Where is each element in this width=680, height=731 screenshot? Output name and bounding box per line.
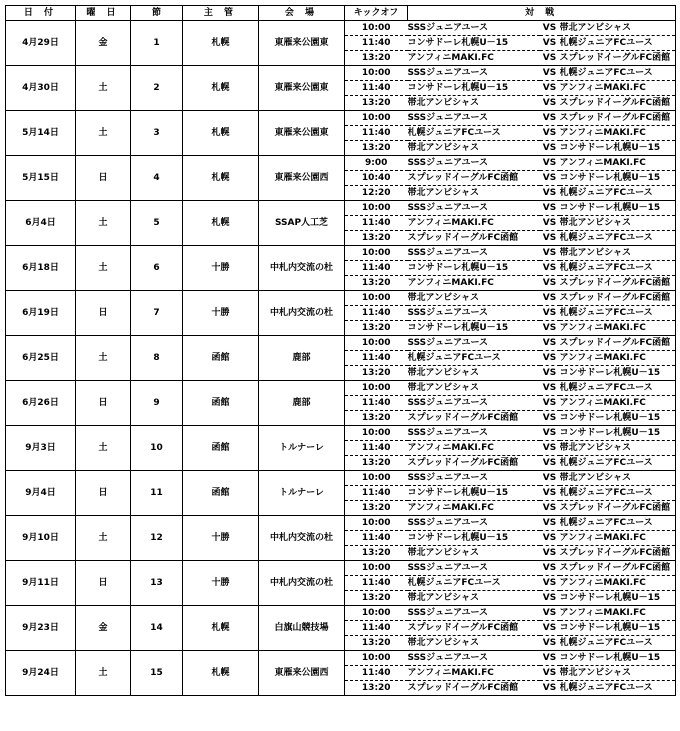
vs-label: VS — [540, 546, 560, 561]
vs-label: VS — [540, 516, 560, 531]
away-team: アンフィニMAKI.FC — [560, 126, 676, 141]
round-date: 6月26日 — [6, 381, 76, 426]
round-day: 土 — [76, 336, 131, 381]
vs-label: VS — [540, 336, 560, 351]
vs-label: VS — [540, 471, 560, 486]
away-team: アンフィニMAKI.FC — [560, 351, 676, 366]
vs-label: VS — [540, 231, 560, 246]
vs-label: VS — [540, 186, 560, 201]
round-venue: 中札内交流の杜 — [259, 561, 345, 606]
match-row — [6, 516, 676, 531]
vs-label: VS — [540, 591, 560, 606]
away-team: 札幌ジュニアFCユース — [560, 231, 676, 246]
match-row — [6, 381, 676, 396]
away-team: 札幌ジュニアFCユース — [560, 516, 676, 531]
vs-label: VS — [540, 126, 560, 141]
round-date: 6月4日 — [6, 201, 76, 246]
kickoff-time: 11:40 — [345, 126, 408, 141]
kickoff-time: 11:40 — [345, 666, 408, 681]
away-team: コンサドーレ札幌U－15 — [560, 366, 676, 381]
away-team: 帯北アンビシャス — [560, 216, 676, 231]
round-host: 十勝 — [183, 516, 259, 561]
away-team: スプレッドイーグルFC函館 — [560, 546, 676, 561]
vs-label: VS — [540, 531, 560, 546]
home-team: 帯北アンビシャス — [408, 366, 540, 381]
round-venue: 白旗山競技場 — [259, 606, 345, 651]
home-team: 帯北アンビシャス — [408, 546, 540, 561]
vs-label: VS — [540, 351, 560, 366]
kickoff-time: 13:20 — [345, 636, 408, 651]
home-team: アンフィニMAKI.FC — [408, 276, 540, 291]
away-team: コンサドーレ札幌U－15 — [560, 621, 676, 636]
away-team: スプレッドイーグルFC函館 — [560, 561, 676, 576]
home-team: 帯北アンビシャス — [408, 96, 540, 111]
round-venue: 東雁来公園西 — [259, 651, 345, 696]
kickoff-time: 10:00 — [345, 246, 408, 261]
header-day: 曜 日 — [76, 6, 131, 21]
kickoff-time: 11:40 — [345, 216, 408, 231]
vs-label: VS — [540, 426, 560, 441]
kickoff-time: 13:20 — [345, 276, 408, 291]
round-date: 9月10日 — [6, 516, 76, 561]
vs-label: VS — [540, 666, 560, 681]
home-team: スプレッドイーグルFC函館 — [408, 681, 540, 696]
kickoff-time: 13:20 — [345, 231, 408, 246]
round-venue: SSAP人工芝 — [259, 201, 345, 246]
round-host: 十勝 — [183, 561, 259, 606]
kickoff-time: 11:40 — [345, 441, 408, 456]
away-team: 札幌ジュニアFCユース — [560, 681, 676, 696]
away-team: 札幌ジュニアFCユース — [560, 456, 676, 471]
kickoff-time: 13:20 — [345, 141, 408, 156]
round-number: 13 — [131, 561, 183, 606]
round-day: 日 — [76, 471, 131, 516]
kickoff-time: 11:40 — [345, 81, 408, 96]
kickoff-time: 11:40 — [345, 576, 408, 591]
kickoff-time: 13:20 — [345, 51, 408, 66]
kickoff-time: 10:00 — [345, 291, 408, 306]
away-team: 帯北アンビシャス — [560, 21, 676, 36]
round-venue: 鹿部 — [259, 381, 345, 426]
kickoff-time: 10:00 — [345, 381, 408, 396]
round-host: 札幌 — [183, 651, 259, 696]
kickoff-time: 10:00 — [345, 651, 408, 666]
vs-label: VS — [540, 396, 560, 411]
round-host: 函館 — [183, 381, 259, 426]
kickoff-time: 12:20 — [345, 186, 408, 201]
vs-label: VS — [540, 681, 560, 696]
home-team: 札幌ジュニアFCユース — [408, 351, 540, 366]
vs-label: VS — [540, 381, 560, 396]
kickoff-time: 13:20 — [345, 321, 408, 336]
away-team: アンフィニMAKI.FC — [560, 81, 676, 96]
match-row — [6, 651, 676, 666]
round-day: 日 — [76, 156, 131, 201]
kickoff-time: 13:20 — [345, 501, 408, 516]
vs-label: VS — [540, 216, 560, 231]
round-number: 1 — [131, 21, 183, 66]
home-team: SSSジュニアユース — [408, 306, 540, 321]
away-team: 札幌ジュニアFCユース — [560, 306, 676, 321]
kickoff-time: 10:00 — [345, 606, 408, 621]
round-number: 10 — [131, 426, 183, 471]
match-row — [6, 66, 676, 81]
home-team: アンフィニMAKI.FC — [408, 51, 540, 66]
round-date: 5月15日 — [6, 156, 76, 201]
vs-label: VS — [540, 156, 560, 171]
home-team: スプレッドイーグルFC函館 — [408, 171, 540, 186]
round-day: 金 — [76, 606, 131, 651]
round-number: 9 — [131, 381, 183, 426]
away-team: 帯北アンビシャス — [560, 246, 676, 261]
round-date: 5月14日 — [6, 111, 76, 156]
away-team: 札幌ジュニアFCユース — [560, 261, 676, 276]
kickoff-time: 10:00 — [345, 111, 408, 126]
vs-label: VS — [540, 411, 560, 426]
round-date: 4月30日 — [6, 66, 76, 111]
round-day: 土 — [76, 246, 131, 291]
kickoff-time: 13:20 — [345, 456, 408, 471]
round-date: 4月29日 — [6, 21, 76, 66]
vs-label: VS — [540, 96, 560, 111]
away-team: コンサドーレ札幌U－15 — [560, 411, 676, 426]
vs-label: VS — [540, 21, 560, 36]
away-team: アンフィニMAKI.FC — [560, 576, 676, 591]
round-number: 6 — [131, 246, 183, 291]
home-team: コンサドーレ札幌U－15 — [408, 321, 540, 336]
round-number: 15 — [131, 651, 183, 696]
kickoff-time: 10:00 — [345, 516, 408, 531]
match-row — [6, 201, 676, 216]
vs-label: VS — [540, 621, 560, 636]
away-team: アンフィニMAKI.FC — [560, 396, 676, 411]
round-day: 日 — [76, 561, 131, 606]
home-team: 帯北アンビシャス — [408, 636, 540, 651]
kickoff-time: 10:00 — [345, 426, 408, 441]
round-host: 十勝 — [183, 291, 259, 336]
vs-label: VS — [540, 606, 560, 621]
round-venue: 鹿部 — [259, 336, 345, 381]
vs-label: VS — [540, 36, 560, 51]
kickoff-time: 10:00 — [345, 471, 408, 486]
away-team: スプレッドイーグルFC函館 — [560, 336, 676, 351]
match-row — [6, 156, 676, 171]
vs-label: VS — [540, 276, 560, 291]
vs-label: VS — [540, 111, 560, 126]
vs-label: VS — [540, 201, 560, 216]
round-venue: 東雁来公園東 — [259, 66, 345, 111]
home-team: 札幌ジュニアFCユース — [408, 126, 540, 141]
away-team: スプレッドイーグルFC函館 — [560, 96, 676, 111]
home-team: SSSジュニアユース — [408, 471, 540, 486]
round-date: 6月18日 — [6, 246, 76, 291]
vs-label: VS — [540, 321, 560, 336]
home-team: スプレッドイーグルFC函館 — [408, 411, 540, 426]
kickoff-time: 11:40 — [345, 621, 408, 636]
kickoff-time: 10:00 — [345, 336, 408, 351]
vs-label: VS — [540, 636, 560, 651]
round-host: 十勝 — [183, 246, 259, 291]
header-round: 節 — [131, 6, 183, 21]
away-team: スプレッドイーグルFC函館 — [560, 501, 676, 516]
round-number: 2 — [131, 66, 183, 111]
kickoff-time: 10:00 — [345, 66, 408, 81]
home-team: 札幌ジュニアFCユース — [408, 576, 540, 591]
home-team: SSSジュニアユース — [408, 396, 540, 411]
home-team: SSSジュニアユース — [408, 246, 540, 261]
kickoff-time: 13:20 — [345, 96, 408, 111]
header-date: 日 付 — [6, 6, 76, 21]
away-team: 札幌ジュニアFCユース — [560, 36, 676, 51]
round-venue: 中札内交流の杜 — [259, 291, 345, 336]
round-number: 4 — [131, 156, 183, 201]
home-team: アンフィニMAKI.FC — [408, 216, 540, 231]
match-row — [6, 246, 676, 261]
away-team: アンフィニMAKI.FC — [560, 321, 676, 336]
home-team: コンサドーレ札幌U－15 — [408, 81, 540, 96]
home-team: 帯北アンビシャス — [408, 381, 540, 396]
away-team: 札幌ジュニアFCユース — [560, 381, 676, 396]
header-row — [6, 6, 676, 21]
header-match: 対 戦 — [408, 6, 676, 21]
round-venue: 東雁来公園東 — [259, 111, 345, 156]
round-number: 8 — [131, 336, 183, 381]
away-team: コンサドーレ札幌U－15 — [560, 591, 676, 606]
round-host: 札幌 — [183, 66, 259, 111]
vs-label: VS — [540, 306, 560, 321]
kickoff-time: 11:40 — [345, 351, 408, 366]
match-row — [6, 426, 676, 441]
round-day: 土 — [76, 426, 131, 471]
round-host: 札幌 — [183, 201, 259, 246]
round-host: 札幌 — [183, 21, 259, 66]
away-team: スプレッドイーグルFC函館 — [560, 291, 676, 306]
round-day: 日 — [76, 291, 131, 336]
round-date: 6月19日 — [6, 291, 76, 336]
kickoff-time: 11:40 — [345, 261, 408, 276]
vs-label: VS — [540, 141, 560, 156]
away-team: スプレッドイーグルFC函館 — [560, 276, 676, 291]
away-team: コンサドーレ札幌U－15 — [560, 171, 676, 186]
home-team: SSSジュニアユース — [408, 66, 540, 81]
home-team: SSSジュニアユース — [408, 111, 540, 126]
kickoff-time: 11:40 — [345, 36, 408, 51]
match-row — [6, 111, 676, 126]
kickoff-time: 10:00 — [345, 561, 408, 576]
home-team: コンサドーレ札幌U－15 — [408, 486, 540, 501]
away-team: コンサドーレ札幌U－15 — [560, 651, 676, 666]
kickoff-time: 11:40 — [345, 396, 408, 411]
round-host: 札幌 — [183, 156, 259, 201]
home-team: スプレッドイーグルFC函館 — [408, 456, 540, 471]
away-team: コンサドーレ札幌U－15 — [560, 426, 676, 441]
match-row — [6, 21, 676, 36]
home-team: SSSジュニアユース — [408, 21, 540, 36]
away-team: 札幌ジュニアFCユース — [560, 636, 676, 651]
home-team: 帯北アンビシャス — [408, 186, 540, 201]
match-row — [6, 291, 676, 306]
home-team: SSSジュニアユース — [408, 336, 540, 351]
away-team: スプレッドイーグルFC函館 — [560, 111, 676, 126]
vs-label: VS — [540, 651, 560, 666]
home-team: SSSジュニアユース — [408, 561, 540, 576]
home-team: アンフィニMAKI.FC — [408, 501, 540, 516]
match-row — [6, 471, 676, 486]
round-venue: トルナーレ — [259, 471, 345, 516]
round-host: 函館 — [183, 336, 259, 381]
home-team: SSSジュニアユース — [408, 651, 540, 666]
away-team: 札幌ジュニアFCユース — [560, 486, 676, 501]
home-team: アンフィニMAKI.FC — [408, 441, 540, 456]
home-team: SSSジュニアユース — [408, 606, 540, 621]
round-venue: 東雁来公園西 — [259, 156, 345, 201]
schedule-table — [5, 5, 676, 696]
away-team: アンフィニMAKI.FC — [560, 156, 676, 171]
kickoff-time: 11:40 — [345, 486, 408, 501]
match-row — [6, 336, 676, 351]
header-host: 主 管 — [183, 6, 259, 21]
round-host: 札幌 — [183, 111, 259, 156]
vs-label: VS — [540, 576, 560, 591]
home-team: スプレッドイーグルFC函館 — [408, 231, 540, 246]
vs-label: VS — [540, 261, 560, 276]
round-date: 9月3日 — [6, 426, 76, 471]
kickoff-time: 10:00 — [345, 21, 408, 36]
away-team: 帯北アンビシャス — [560, 471, 676, 486]
round-day: 金 — [76, 21, 131, 66]
round-date: 9月23日 — [6, 606, 76, 651]
vs-label: VS — [540, 246, 560, 261]
round-number: 7 — [131, 291, 183, 336]
header-venue: 会 場 — [259, 6, 345, 21]
kickoff-time: 9:00 — [345, 156, 408, 171]
vs-label: VS — [540, 561, 560, 576]
vs-label: VS — [540, 486, 560, 501]
round-day: 土 — [76, 201, 131, 246]
vs-label: VS — [540, 51, 560, 66]
away-team: 帯北アンビシャス — [560, 666, 676, 681]
round-number: 14 — [131, 606, 183, 651]
home-team: 帯北アンビシャス — [408, 591, 540, 606]
kickoff-time: 10:40 — [345, 171, 408, 186]
schedule-body — [6, 21, 676, 696]
round-number: 11 — [131, 471, 183, 516]
home-team: コンサドーレ札幌U－15 — [408, 261, 540, 276]
match-row — [6, 561, 676, 576]
away-team: 札幌ジュニアFCユース — [560, 66, 676, 81]
vs-label: VS — [540, 171, 560, 186]
kickoff-time: 13:20 — [345, 681, 408, 696]
round-venue: 中札内交流の杜 — [259, 516, 345, 561]
round-day: 日 — [76, 381, 131, 426]
kickoff-time: 13:20 — [345, 411, 408, 426]
round-host: 函館 — [183, 471, 259, 516]
match-row — [6, 606, 676, 621]
round-host: 札幌 — [183, 606, 259, 651]
round-day: 土 — [76, 516, 131, 561]
home-team: コンサドーレ札幌U－15 — [408, 531, 540, 546]
vs-label: VS — [540, 81, 560, 96]
round-number: 5 — [131, 201, 183, 246]
home-team: 帯北アンビシャス — [408, 291, 540, 306]
kickoff-time: 11:40 — [345, 531, 408, 546]
vs-label: VS — [540, 291, 560, 306]
header-kickoff: キックオフ — [345, 6, 408, 21]
home-team: スプレッドイーグルFC函館 — [408, 621, 540, 636]
round-day: 土 — [76, 651, 131, 696]
away-team: 帯北アンビシャス — [560, 441, 676, 456]
round-date: 9月4日 — [6, 471, 76, 516]
round-day: 土 — [76, 66, 131, 111]
away-team: 札幌ジュニアFCユース — [560, 186, 676, 201]
home-team: SSSジュニアユース — [408, 426, 540, 441]
vs-label: VS — [540, 501, 560, 516]
round-venue: トルナーレ — [259, 426, 345, 471]
vs-label: VS — [540, 66, 560, 81]
home-team: SSSジュニアユース — [408, 156, 540, 171]
home-team: アンフィニMAKI.FC — [408, 666, 540, 681]
kickoff-time: 13:20 — [345, 546, 408, 561]
round-venue: 東雁来公園東 — [259, 21, 345, 66]
kickoff-time: 10:00 — [345, 201, 408, 216]
away-team: アンフィニMAKI.FC — [560, 531, 676, 546]
round-number: 3 — [131, 111, 183, 156]
kickoff-time: 13:20 — [345, 366, 408, 381]
round-day: 土 — [76, 111, 131, 156]
vs-label: VS — [540, 441, 560, 456]
home-team: SSSジュニアユース — [408, 201, 540, 216]
home-team: 帯北アンビシャス — [408, 141, 540, 156]
round-date: 6月25日 — [6, 336, 76, 381]
round-host: 函館 — [183, 426, 259, 471]
away-team: コンサドーレ札幌U－15 — [560, 141, 676, 156]
vs-label: VS — [540, 456, 560, 471]
round-number: 12 — [131, 516, 183, 561]
round-venue: 中札内交流の杜 — [259, 246, 345, 291]
away-team: アンフィニMAKI.FC — [560, 606, 676, 621]
away-team: スプレッドイーグルFC函館 — [560, 51, 676, 66]
home-team: コンサドーレ札幌U－15 — [408, 36, 540, 51]
kickoff-time: 13:20 — [345, 591, 408, 606]
vs-label: VS — [540, 366, 560, 381]
round-date: 9月11日 — [6, 561, 76, 606]
round-date: 9月24日 — [6, 651, 76, 696]
kickoff-time: 11:40 — [345, 306, 408, 321]
home-team: SSSジュニアユース — [408, 516, 540, 531]
away-team: コンサドーレ札幌U－15 — [560, 201, 676, 216]
